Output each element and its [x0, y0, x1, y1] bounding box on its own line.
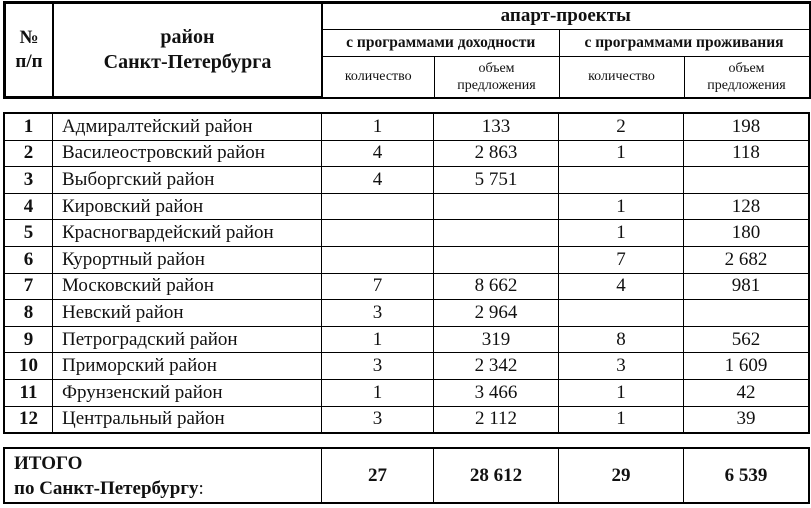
total-row [5, 449, 809, 503]
header-volume-line1: объем [728, 60, 765, 76]
row-living-count [559, 167, 684, 194]
row-district: Московский район [53, 273, 322, 300]
header-volume-line2: предложения [457, 77, 536, 93]
row-living-volume: 128 [684, 193, 809, 220]
header-group-living: с программами проживания [559, 29, 809, 56]
row-income-count: 3 [322, 300, 434, 327]
row-income-count [322, 246, 434, 273]
row-district: Красногвардейский район [53, 220, 322, 247]
row-living-volume: 2 682 [684, 246, 809, 273]
row-living-volume: 180 [684, 220, 809, 247]
row-income-volume: 2 964 [434, 300, 559, 327]
row-district: Невский район [53, 300, 322, 327]
row-district: Приморский район [53, 353, 322, 380]
header-income-volume [434, 56, 559, 97]
row-living-count: 1 [559, 220, 684, 247]
row-district: Кировский район [53, 193, 322, 220]
total-living-count: 29 [559, 449, 684, 503]
row-living-volume [684, 167, 809, 194]
row-income-count: 4 [322, 167, 434, 194]
header-income-count: количество [322, 56, 434, 97]
row-income-volume [434, 220, 559, 247]
header-number-line2: п/п [15, 51, 43, 72]
table-row [5, 406, 809, 433]
row-district: Василеостровский район [53, 140, 322, 167]
table-row [5, 379, 809, 406]
row-district: Фрунзенский район [53, 379, 322, 406]
header-living-volume [684, 56, 809, 97]
row-income-count [322, 193, 434, 220]
table-row [5, 353, 809, 380]
total-label-line1: ИТОГО [14, 452, 83, 474]
table-row [5, 326, 809, 353]
row-income-volume: 2 863 [434, 140, 559, 167]
row-living-volume: 39 [684, 406, 809, 433]
header-district-line1: район [160, 26, 215, 48]
total-income-volume: 28 612 [434, 449, 559, 503]
table-body [4, 113, 809, 433]
row-income-volume: 8 662 [434, 273, 559, 300]
row-income-count: 3 [322, 406, 434, 433]
row-district: Петроградский район [53, 326, 322, 353]
table-row [5, 114, 809, 141]
row-income-volume [434, 193, 559, 220]
row-income-volume [434, 246, 559, 273]
row-living-count: 7 [559, 246, 684, 273]
row-number: 3 [5, 167, 53, 194]
row-number: 1 [5, 114, 53, 141]
row-number: 6 [5, 246, 53, 273]
row-living-volume: 42 [684, 379, 809, 406]
table-row [5, 167, 809, 194]
row-living-count: 3 [559, 353, 684, 380]
row-income-count: 1 [322, 114, 434, 141]
table-row [5, 220, 809, 247]
row-living-volume: 981 [684, 273, 809, 300]
row-income-volume: 2 342 [434, 353, 559, 380]
row-income-volume: 319 [434, 326, 559, 353]
header-district-line2: Санкт-Петербурга [103, 51, 272, 73]
row-living-count: 1 [559, 379, 684, 406]
table-row [5, 193, 809, 220]
row-district: Выборгский район [53, 167, 322, 194]
row-income-count: 7 [322, 273, 434, 300]
row-district: Курортный район [53, 246, 322, 273]
row-living-count: 2 [559, 114, 684, 141]
table-row [5, 140, 809, 167]
table-header [4, 2, 810, 98]
row-living-count: 1 [559, 193, 684, 220]
row-income-count: 4 [322, 140, 434, 167]
table-total [4, 448, 809, 503]
row-number: 5 [5, 220, 53, 247]
row-income-volume: 133 [434, 114, 559, 141]
row-living-count: 8 [559, 326, 684, 353]
row-income-volume: 3 466 [434, 379, 559, 406]
header-apart-projects: апарт-проекты [322, 3, 809, 29]
header-volume-line1: объем [478, 60, 515, 76]
header-volume-line2: предложения [707, 77, 786, 93]
row-number: 2 [5, 140, 53, 167]
row-living-volume: 562 [684, 326, 809, 353]
header-number [5, 3, 53, 97]
row-living-count [559, 300, 684, 327]
total-income-count: 27 [322, 449, 434, 503]
header-group-income: с программами доходности [322, 29, 559, 56]
row-number: 7 [5, 273, 53, 300]
row-number: 11 [5, 379, 53, 406]
total-label-suffix: : [198, 477, 204, 499]
row-number: 12 [5, 406, 53, 433]
row-number: 9 [5, 326, 53, 353]
row-income-volume: 2 112 [434, 406, 559, 433]
row-income-volume: 5 751 [434, 167, 559, 194]
row-number: 10 [5, 353, 53, 380]
row-income-count: 1 [322, 379, 434, 406]
row-number: 4 [5, 193, 53, 220]
table-row [5, 246, 809, 273]
header-number-line1: № [19, 27, 39, 48]
total-label [5, 449, 322, 503]
table-row [5, 273, 809, 300]
row-district: Адмиралтейский район [53, 114, 322, 141]
row-living-volume: 198 [684, 114, 809, 141]
row-living-volume: 1 609 [684, 353, 809, 380]
row-living-volume: 118 [684, 140, 809, 167]
row-living-count: 1 [559, 140, 684, 167]
row-number: 8 [5, 300, 53, 327]
row-income-count: 3 [322, 353, 434, 380]
total-label-line2: по Санкт-Петербургу [14, 477, 199, 499]
row-living-volume [684, 300, 809, 327]
total-living-volume: 6 539 [684, 449, 809, 503]
row-district: Центральный район [53, 406, 322, 433]
table-row [5, 300, 809, 327]
row-living-count: 1 [559, 406, 684, 433]
row-income-count [322, 220, 434, 247]
header-living-count: количество [559, 56, 684, 97]
row-living-count: 4 [559, 273, 684, 300]
header-district [53, 3, 322, 97]
row-income-count: 1 [322, 326, 434, 353]
